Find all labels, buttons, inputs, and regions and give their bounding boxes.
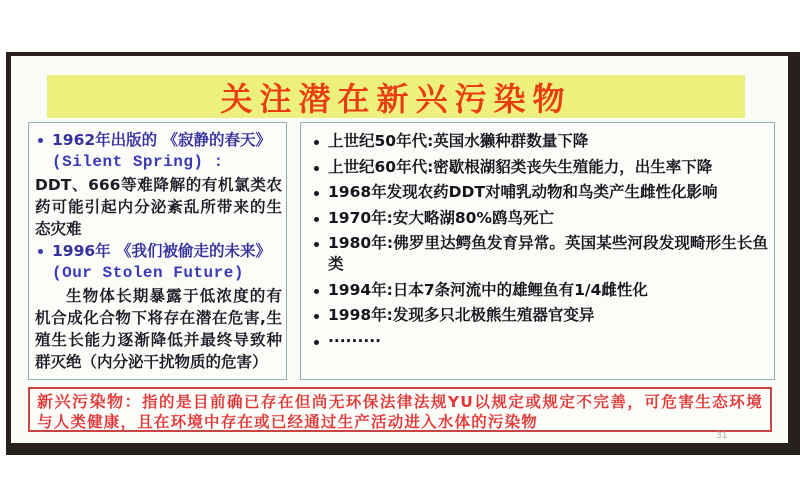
bullet-icon	[38, 138, 43, 143]
timeline-item	[311, 305, 768, 326]
book-1962-heading: 1962年出版的 《寂静的春天》	[52, 131, 272, 149]
bullet-icon	[314, 140, 319, 145]
timeline-text: 上世纪50年代:英国水獭种群数量下降	[328, 132, 589, 150]
bullet-icon	[314, 191, 319, 196]
title-banner	[47, 75, 745, 118]
timeline-item	[311, 182, 768, 203]
timeline-text: 1994年:日本7条河流中的雄鲤鱼有1/4雌性化	[328, 280, 648, 299]
list-item	[35, 129, 282, 151]
definition-box	[28, 387, 772, 432]
bullet-icon	[314, 340, 319, 345]
timeline-text: 1980年:佛罗里达鳄鱼发育异常。英国某些河段发现畸形生长鱼类	[328, 234, 768, 274]
book-1996-description: 生物体长期暴露于低浓度的有机合成化合物下将存在潜在危害,生殖生长能力逐渐降低并最终导致种群灭绝（内分泌干扰物质的危害）	[35, 286, 282, 371]
timeline-panel	[300, 122, 775, 380]
timeline-item	[311, 131, 768, 152]
bullet-icon	[314, 217, 319, 222]
bullet-icon	[38, 249, 43, 254]
timeline-item-ellipsis	[311, 331, 768, 352]
definition-body: 指的是目前确已存在但尚无环保法律法规YU以规定或规定不完善，可危害生态环境与人类健康，且在环境中存在或已经通过生产活动进入水体的污染物	[37, 393, 763, 432]
bullet-icon	[314, 242, 319, 247]
bullet-icon	[314, 166, 319, 171]
timeline-text: 1998年:发现多只北极熊生殖器官变异	[328, 306, 595, 325]
slide-canvas	[11, 56, 788, 443]
bullet-icon	[314, 289, 319, 294]
definition-text	[37, 391, 763, 433]
timeline-text: 上世纪60年代:密歇根湖貂类丧失生殖能力，出生率下降	[328, 157, 713, 176]
definition-term: 新兴污染物：	[37, 392, 142, 411]
timeline-text: 1970年:安大略湖80%鸥鸟死亡	[328, 208, 554, 227]
left-text-panel	[28, 122, 287, 380]
page-title: 关注潜在新兴污染物	[220, 79, 572, 118]
book-1962-latin-title: (Silent Spring) :	[52, 153, 224, 172]
book-1962-description: DDT、666等难降解的有机氯类农药可能引起内分泌紊乱所带来的生态灾难	[35, 175, 282, 238]
timeline-item	[311, 157, 768, 178]
bullet-icon	[314, 314, 319, 319]
page-number: 31	[716, 431, 728, 441]
timeline-text: ·········	[328, 331, 381, 350]
slide-frame	[6, 52, 800, 455]
book-1996-latin-title: (Our Stolen Future)	[52, 264, 244, 283]
book-1996-heading: 1996年 《我们被偷走的未来》	[52, 241, 272, 260]
timeline-item	[311, 233, 768, 274]
timeline-text: 1968年发现农药DDT对哺乳动物和鸟类产生雌性化影响	[328, 183, 718, 202]
list-item	[35, 240, 282, 262]
timeline-item	[311, 280, 768, 301]
timeline-item	[311, 208, 768, 229]
